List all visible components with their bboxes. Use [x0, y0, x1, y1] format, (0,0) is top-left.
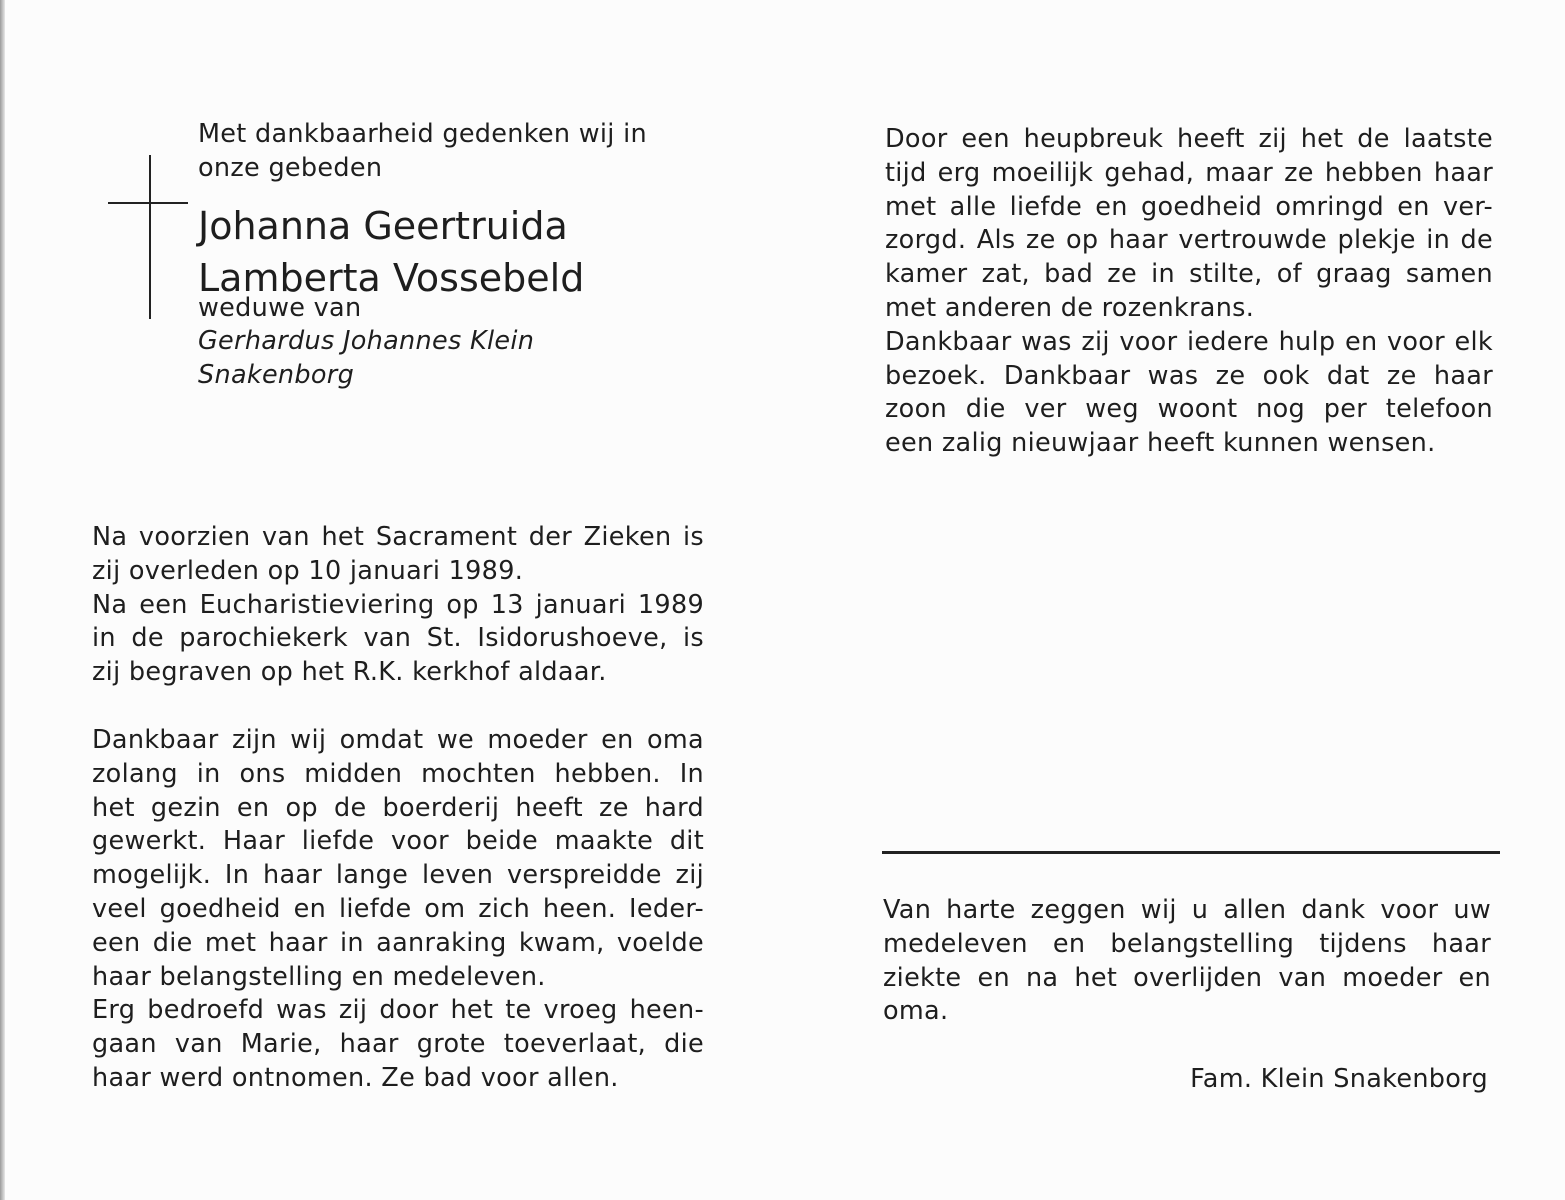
text-line: met anderen de rozenkrans. [885, 292, 1255, 323]
text-line: Na voorzien van het Sacrament der Zieken is [92, 522, 704, 552]
intro-line: onze gebeden [198, 152, 383, 183]
intro-line: Met dankbaarheid gedenken wij in [198, 119, 647, 149]
text-line: zorgd. Als ze op haar vertrouwde plekje in de [885, 225, 1493, 256]
widow-label: weduwe van [198, 292, 362, 323]
header [198, 118, 647, 393]
text-line: gewerkt. Haar liefde voor beide maakte dit [92, 826, 704, 857]
text-line: een zalig nieuwjaar heeft kunnen wensen. [885, 428, 1436, 459]
text-line: gaan van Marie, haar grote toeverlaat, die [92, 1029, 704, 1060]
text-line: kamer zat, bad ze in stilte, of graag samen [885, 259, 1493, 290]
text-line: zoon die ver weg woont nog per telefoon [885, 394, 1493, 425]
text-line: zij overleden op 10 januari 1989. [92, 555, 524, 586]
text-line: Door een heupbreuk heeft zij het de laatste [885, 124, 1493, 154]
deceased-name: Lamberta Vossebeld [198, 255, 585, 300]
scan-edge [0, 0, 5, 1200]
text-line: veel goedheid en liefde om zich heen. Ieder- [92, 893, 704, 924]
signature: Fam. Klein Snakenborg [1190, 1064, 1488, 1094]
text-line: ziekte en na het overlijden van moeder en [883, 962, 1491, 993]
husband-name: Snakenborg [198, 360, 355, 391]
text-line: zij begraven op het R.K. kerkhof aldaar. [92, 657, 607, 688]
text-line: haar belangstelling en medeleven. [92, 961, 546, 992]
text-line: Dankbaar was zij voor iedere hulp en voor elk [885, 326, 1493, 357]
text-line: mogelijk. In haar lange leven verspreidde zij [92, 860, 704, 891]
text-line: het gezin en op de boerderij heeft ze hard [92, 792, 704, 823]
text-line: oma. [883, 996, 949, 1027]
divider-rule [882, 851, 1500, 854]
text-line: een die met haar in aanraking kwam, voelde [92, 927, 704, 958]
text-line: medeleven en belangstelling tijdens haar [883, 928, 1491, 959]
text-line: haar werd ontnomen. Ze bad voor allen. [92, 1062, 619, 1093]
text-line: bezoek. Dankbaar was ze ook dat ze haar [885, 360, 1493, 391]
text-line: Van harte zeggen wij u allen dank voor uw [883, 895, 1491, 925]
husband-name: Gerhardus Johannes Klein [198, 326, 535, 357]
text-line: zolang in ons midden mochten hebben. In [92, 758, 704, 789]
left-paragraph-death [92, 521, 704, 690]
text-line: Erg bedroefd was zij door het te vroeg heen- [92, 995, 704, 1026]
thanks-paragraph [883, 894, 1491, 1029]
text-line: Dankbaar zijn wij omdat we moeder en oma [92, 725, 704, 755]
left-paragraph-life [92, 724, 704, 1096]
text-line: tijd erg moeilijk gehad, maar ze hebben haar [885, 157, 1493, 188]
right-paragraph [885, 123, 1493, 461]
deceased-name: Johanna Geertruida [198, 203, 568, 248]
text-line: met alle liefde en goedheid omringd en ver- [885, 191, 1493, 222]
text-line: Na een Eucharistieviering op 13 januari 1989 [92, 589, 704, 620]
text-line: in de parochiekerk van St. Isidorushoeve, is [92, 623, 704, 654]
